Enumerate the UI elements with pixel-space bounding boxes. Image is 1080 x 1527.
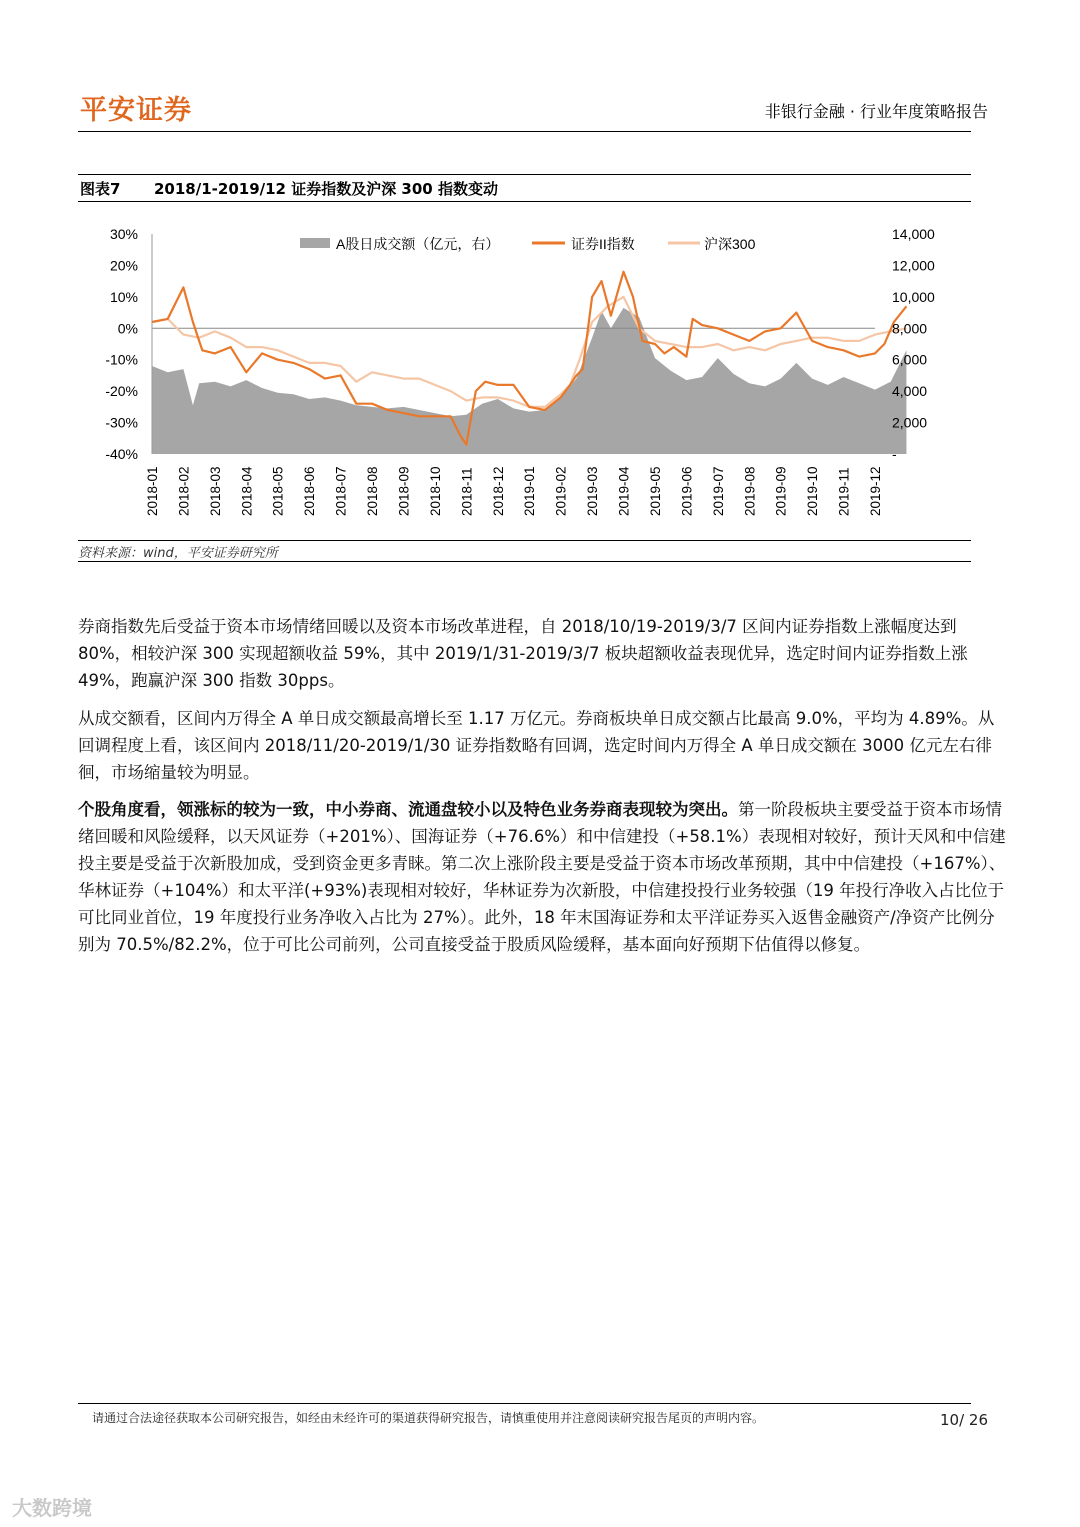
page-number: 10/ 26 [940,1411,988,1429]
y-left-tick-label: 20% [109,257,138,274]
figure-title: 2018/1-2019/12 证券指数及沪深 300 指数变动 [154,180,498,198]
y-right-tick-label: 12,000 [892,257,935,274]
x-tick-label: 2019-12 [868,466,883,516]
paragraph-3-text: 第一阶段板块主要受益于资本市场情绪回暖和风险缓释，以天风证券（+201%）、国海证券（+76.6%）和中信建投（+58.1%）表现相对较好，预计天风和中信建投主要是受益于次新股加成，受到资金更多青睐。第二次上涨阶段主要是受益于资本市场改革预期，其中中信建投（+167%）、华林证券（+104%）和太平洋(+93%)表现相对较好，华林证券为次新股，中信建投投行业务较强（19 年投行净收入占比位于可比同业首位，19 年度投行业务净收入占比为 27%）。此外，18 年末国海证券和太平洋证券买入返售金融资产/净资产比例分别为 70.5%/82.2%，位于可比公司前列，公司直接受益于股质风险缓释，基本面向好预期下估值得以修复。 [78,800,1006,954]
paragraph-2-text: 从成交额看，区间内万得全 A 单日成交额最高增长至 1.17 万亿元。券商板块单日成交额占比最高 9.0%，平均为 4.89%。从回调程度上看，该区间内 2018/11/20-2019/1/30 证券指数略有回调，选定时间内万得全 A 单日成交额在 3000 亿元左右徘徊，市场缩量较为明显。 [78,709,995,782]
x-tick-label: 2018-04 [239,466,255,516]
x-tick-label: 2019-09 [773,466,789,516]
y-right-tick-label: 14,000 [892,226,935,242]
y-right-tick-label: 10,000 [892,288,935,305]
x-tick-label: 2019-05 [647,466,663,516]
y-left-tick-label: 10% [109,288,138,305]
x-tick-label: 2018-09 [396,466,412,516]
paragraph-1-text: 券商指数先后受益于资本市场情绪回暖以及资本市场改革进程，自 2018/10/19-2019/3/7 区间内证券指数上涨幅度达到 80%，相较沪深 300 实现超额收益 59%，其中 2019/1/31-2019/3/7 板块超额收益表现优异，选定时间内证券指数上涨 49%，跑赢沪深 300 指数 30pps。 [78,617,968,690]
company-logo: 平安证券 [80,95,192,126]
y-left-tick-label: -40% [105,446,138,462]
figure-number: 图表7 [80,180,121,198]
footer-divider [78,1403,971,1404]
legend-volume-label: A股日成交额（亿元，右） [336,236,500,252]
report-title: 非银行金融 · 行业年度策略报告 [764,102,988,121]
x-tick-label: 2019-04 [616,466,632,516]
volume-area [152,308,906,454]
x-tick-label: 2018-08 [365,466,381,516]
y-left-tick-label: 30% [109,226,138,242]
legend-volume-swatch [300,238,330,248]
x-tick-label: 2018-06 [302,466,318,516]
y-left-tick-label: -30% [105,414,138,431]
x-tick-label: 2019-10 [805,466,821,516]
x-tick-label: 2019-06 [679,466,695,516]
figure-source: 资料来源：wind，平安证券研究所 [78,546,278,561]
paragraph-2 [78,705,1008,786]
source-divider-bottom [78,561,971,562]
securities-index-chart [78,212,971,542]
x-tick-label: 2018-03 [207,466,223,516]
x-tick-label: 2018-02 [176,466,192,516]
y-right-tick-label: - [892,446,897,462]
y-left-tick-label: 0% [117,320,138,337]
x-tick-label: 2018-01 [145,466,160,516]
figure-header [78,174,971,202]
y-right-tick-label: 2,000 [892,414,928,431]
paragraph-3-lead: 个股角度看，领涨标的较为一致，中小券商、流通盘较小以及特色业务券商表现较为突出。 [78,800,738,819]
y-left-tick-label: -20% [105,383,138,400]
y-left-tick-label: -10% [105,351,138,368]
x-tick-label: 2018-07 [333,466,349,516]
x-tick-label: 2019-08 [742,466,758,516]
x-tick-label: 2018-05 [270,466,286,516]
x-tick-label: 2019-11 [836,467,852,516]
watermark: 大数跨境 [12,1496,92,1520]
y-right-tick-label: 6,000 [892,351,928,368]
paragraph-3 [78,796,1008,958]
x-tick-label: 2018-12 [490,466,506,516]
legend-securities-label: 证券II指数 [571,236,635,252]
x-tick-label: 2018-11 [459,467,475,516]
paragraph-1 [78,613,1008,694]
x-tick-label: 2019-07 [710,466,726,516]
source-divider [78,540,971,541]
y-right-tick-label: 4,000 [892,383,928,400]
x-tick-label: 2019-02 [553,466,569,516]
legend-hs300-label: 沪深300 [704,236,756,252]
y-right-tick-label: 8,000 [892,320,928,337]
footer-disclaimer: 请通过合法途径获取本公司研究报告，如经由未经许可的渠道获得研究报告，请慎重使用并注意阅读研究报告尾页的声明内容。 [92,1411,765,1425]
x-tick-label: 2018-10 [427,466,443,516]
x-tick-label: 2019-01 [522,466,538,516]
x-tick-label: 2019-03 [585,466,601,516]
header-divider [78,131,971,132]
